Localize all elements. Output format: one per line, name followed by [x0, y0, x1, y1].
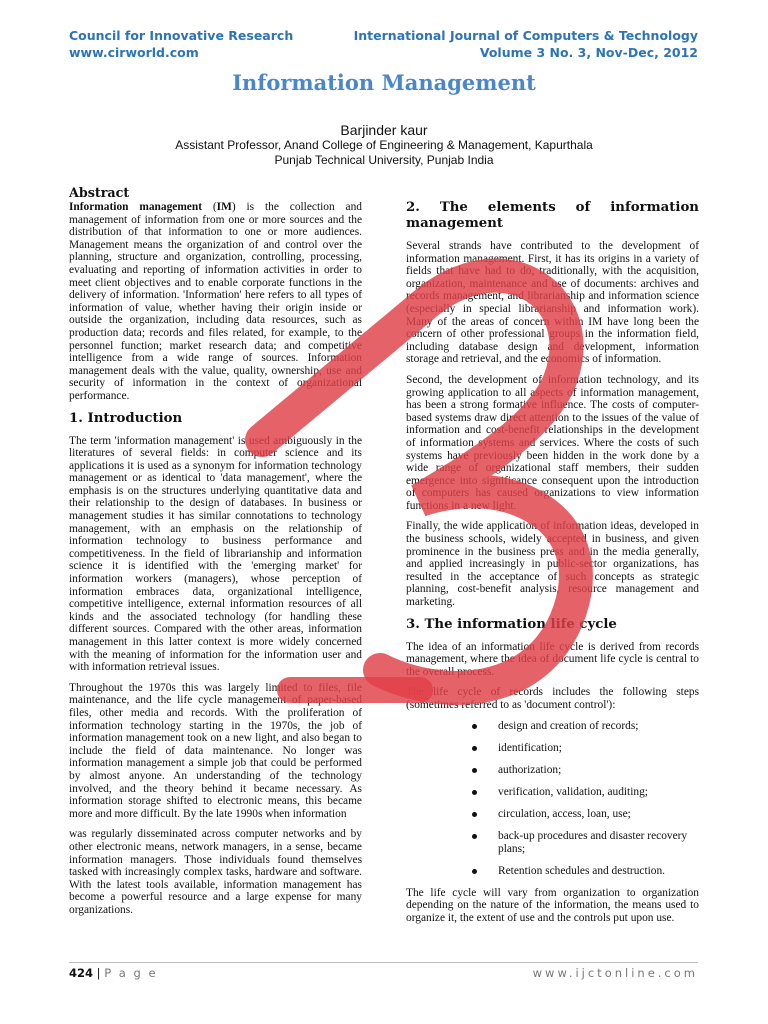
life-cycle-steps-list: [406, 720, 699, 878]
section-1-paragraph-3: was regularly disseminated across computer networks and by other electronic means, network managers, in a sense, became information managers. Those individuals found themselves tasked with increasingly complex tasks, hardware and software. With the latest tools available, information management has become a powerful resource and a large expense for many organizations.: [69, 828, 362, 916]
section-2-paragraph-3: Finally, the wide application of information ideas, developed in the business schools, widely accepted in business, and given prominence in the business press and in the media generally, and applied increasingly in public-sector organizations, has resulted in the acceptance of such concepts as strategic planning, cost-benefit analysis, resource management and marketing.: [406, 520, 699, 609]
list-item-text: Retention schedules and destruction.: [498, 864, 666, 877]
section-2-heading-line-1: [406, 200, 699, 216]
section-2-heading-line-2: management: [406, 216, 504, 231]
section-3-paragraph-2: The life cycle of records includes the following steps (sometimes referred to as 'document control'):: [406, 686, 699, 711]
list-item-text: identification;: [498, 741, 562, 754]
section-1-paragraph-2: Throughout the 1970s this was largely limited to files, file maintenance, and the life cycle management of paper-based files, other media and records. With the proliferation of information technology starting in the 1970s, the job of information management took on a new light, and also began to include the field of data maintenance. No longer was information management a simple job that could be performed by almost anyone. An understanding of the technology involved, and the theory behind it became necessary. As information storage shifted to electronic means, this became more and more difficult. By the late 1990s when information: [69, 681, 362, 820]
publisher-website: www.cirworld.com: [69, 45, 199, 60]
paper-title: Information Management: [232, 70, 536, 95]
section-3-paragraph-1: The idea of an information life cycle is derived from records management, where the idea of document life cycle is central to the overall process.: [406, 640, 699, 678]
publisher-name: Council for Innovative Research: [69, 28, 294, 43]
section-1-paragraph-1: The term 'information management' is used ambiguously in the literatures of several fields: in computer science and its applications it is used as a synonym for information technology management or as identical to 'data management', where the emphasis is on the structures underlying quantitative data and their relationship to the design of databases. In business or management studies it has similar connotations to technology management, with an emphasis on the relationship of information technology to business performance and competitiveness. In the field of librarianship and information science it is identified with the 'emerging market' for information workers (managers), whose perception of information embraces data, organizational intelligence, competitive intelligence, external information resources of all kinds and the associated technology (for handling these different sources. Compared with the other areas, information management in this latter context is more widely concerned with the meaning of information for the information user and with information retrieval issues.: [69, 434, 362, 674]
heading-word: 2.: [406, 200, 420, 215]
list-item: [472, 742, 699, 755]
section-2-paragraph-1: Several strands have contributed to the development of information management. First, it has its origins in a variety of fields that have had to do, traditionally, with the acquisition, organization, maintenance and use of documents: archives and records management, and librarianship and information science (especially in special librarianship and information work). Many of the areas of concern within IM have long been the concern of other professional groups in the information field, including database design and development, information storage and retrieval, and the economics of information.: [406, 240, 699, 366]
bullet-icon: [472, 768, 477, 773]
bullet-icon: [472, 869, 477, 874]
footer-divider: [69, 962, 698, 963]
list-item-text: back-up procedures and disaster recovery plans;: [498, 830, 688, 855]
section-3-heading: 3. The information life cycle: [406, 616, 617, 632]
list-item: [472, 808, 699, 821]
affiliation-line-1: Assistant Professor, Anand College of Engineering & Management, Kapurthala: [175, 138, 593, 152]
list-item-text: circulation, access, loan, use;: [498, 807, 631, 820]
journal-volume: Volume 3 No. 3, Nov-Dec, 2012: [479, 45, 698, 60]
page-number: [69, 966, 158, 980]
section-2-heading: [406, 200, 699, 232]
abstract-paren: (: [202, 201, 217, 213]
list-item: [472, 865, 699, 878]
list-item-text: authorization;: [498, 763, 562, 776]
bullet-icon: [472, 746, 477, 751]
bullet-icon: [472, 834, 477, 839]
footer-website: www.ijctonline.com: [532, 966, 698, 980]
heading-word: elements: [487, 200, 556, 215]
section-1-heading: 1. Introduction: [69, 410, 183, 426]
right-column: [406, 200, 699, 933]
list-item: [472, 720, 699, 733]
author-name: Barjinder kaur: [340, 122, 428, 138]
list-item: [472, 786, 699, 799]
list-item: [472, 830, 699, 855]
abstract-body: [69, 201, 362, 403]
journal-name: International Journal of Computers & Technology: [353, 28, 698, 43]
bullet-icon: [472, 790, 477, 795]
page-number-value: 424: [69, 966, 94, 980]
abstract-heading: Abstract: [69, 185, 130, 200]
list-item-text: design and creation of records;: [498, 719, 639, 732]
section-3-paragraph-3: The life cycle will vary from organization to organization depending on the nature of the information, the means used to organize it, the extent of use and the controls put upon use.: [406, 886, 699, 925]
heading-word: of: [575, 200, 591, 215]
section-2-paragraph-2: Second, the development of information technology, and its growing application to all aspects of information management, has been a strong formative influence. The costs of computer-based systems draw direct attention to the issues of the value of information and cost-benefit relationships in the development of information systems and services. Where the costs of such systems have previously been hidden in the work done by a wide range of organizational staff members, their sudden emergence into significance consequent upon the introduction of computers has caused organizations to view information functions in a new light.: [406, 373, 699, 512]
journal-header-right: [354, 27, 698, 61]
author-affiliation: [0, 138, 768, 168]
bullet-icon: [472, 812, 477, 817]
heading-word: The: [439, 200, 468, 215]
abstract-lead-term: Information management: [69, 201, 202, 213]
affiliation-line-2: Punjab Technical University, Punjab India: [274, 153, 494, 167]
abstract-text: ) is the collection and management of information from one or more sources and the distribution of that information to one or more audiences. Management means the organization of and control over the planning, structure and organization, controlling, processing, evaluating and reporting of information activities in order to meet client objectives and to enable corporate functions in the delivery of information. 'Information' here refers to all types of information of value, whether having their origin inside or outside the organization, including data resources, such as production data; records and files related, for example, to the personnel function; market research data; and competitive intelligence from a wide range of sources. Information management deals with the value, quality, ownership, use and security of information in the context of organizational performance.: [69, 201, 362, 402]
heading-word: information: [610, 200, 699, 215]
left-column: [69, 185, 362, 924]
journal-header-left: [69, 27, 293, 61]
abstract-abbr: IM: [216, 201, 232, 213]
page-separator: |: [93, 966, 105, 980]
bullet-icon: [472, 724, 477, 729]
list-item: [472, 764, 699, 777]
list-item-text: verification, validation, auditing;: [498, 785, 648, 798]
page-label: P a g e: [104, 966, 158, 980]
